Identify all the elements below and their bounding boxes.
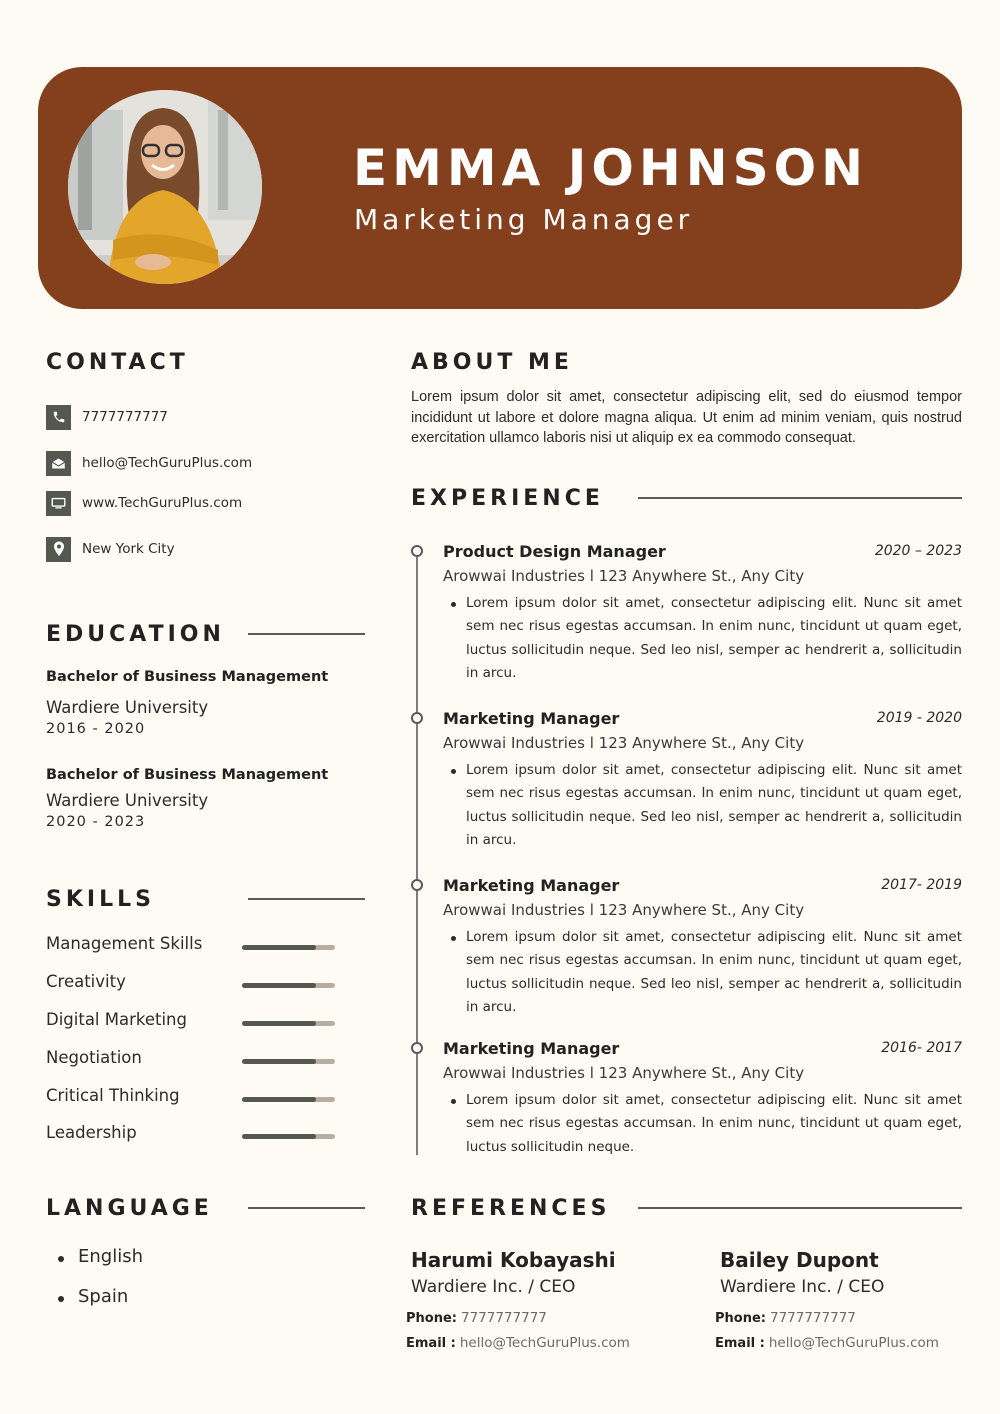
reference-card [406, 1248, 671, 1351]
experience-item [443, 1039, 962, 1159]
job-years: 2019 - 2020 [876, 710, 962, 726]
education-divider [248, 633, 365, 635]
skill-name: Leadership [46, 1123, 137, 1142]
skill-name: Digital Marketing [46, 1010, 187, 1029]
monitor-icon [46, 491, 71, 516]
email-value: hello@TechGuruPlus.com [768, 1335, 939, 1351]
skill-name: Critical Thinking [46, 1086, 180, 1105]
contact-location-text: New York City [82, 541, 175, 557]
job-description: Lorem ipsum dolor sit amet, consectetur adipiscing elit. Nunc sit amet sem nec risus egestas accumsan. In enim nunc, tincidunt ut quam eget, luctus sollicitudin neque. Sed leo nisl, semper ac hendrerit a, sollicitudin in arcu. [443, 926, 962, 1019]
language-list [58, 1246, 143, 1326]
about-text: Lorem ipsum dolor sit amet, consectetur adipiscing elit, sed do eiusmod tempor incididunt ut labore et dolore magna aliqua. Ut enim ad minim veniam, quis nostrud exercitation ullamco laboris nisi ut aliquip ex ea commodo consequat. [411, 389, 962, 446]
skill-level-bar [242, 1021, 335, 1026]
skill-item [46, 1048, 346, 1072]
reference-email[interactable] [406, 1334, 706, 1352]
education-degree: Bachelor of Business Management [46, 669, 329, 685]
phone-label: Phone: [406, 1311, 457, 1326]
contact-email[interactable] [46, 450, 252, 476]
education-years: 2016 - 2020 [46, 721, 146, 737]
skills-divider [248, 898, 365, 900]
job-title: Marketing Manager [443, 709, 620, 728]
job-years: 2016- 2017 [881, 1040, 962, 1056]
job-description: Lorem ipsum dolor sit amet, consectetur adipiscing elit. Nunc sit amet sem nec risus egestas accumsan. In enim nunc, tincidunt ut quam eget, luctus sollicitudin neque. Sed leo nisl, semper ac hendrerit a, sollicitudin in arcu. [443, 759, 962, 852]
contact-location [46, 536, 175, 562]
job-years: 2020 – 2023 [874, 543, 962, 559]
phone-label: Phone: [715, 1311, 766, 1326]
job-company: Arowwai Industries l 123 Anywhere St., Any City [443, 567, 805, 585]
contact-title: CONTACT [46, 350, 189, 375]
skill-item [46, 1086, 346, 1110]
job-company: Arowwai Industries l 123 Anywhere St., Any City [443, 1064, 805, 1082]
education-school: Wardiere University [46, 698, 209, 717]
skill-item [46, 1123, 346, 1147]
mail-icon [46, 451, 71, 476]
phone-value: 7777777777 [460, 1310, 547, 1326]
location-pin-icon [46, 537, 71, 562]
education-years: 2020 - 2023 [46, 814, 146, 830]
language-divider [248, 1207, 365, 1209]
timeline-line [416, 552, 418, 1155]
email-label: Email : [715, 1336, 765, 1351]
job-description: Lorem ipsum dolor sit amet, consectetur adipiscing elit. Nunc sit amet sem nec risus egestas accumsan. In enim nunc, tincidunt ut quam eget, luctus sollicitudin neque. Sed leo nisl, semper ac hendrerit a, sollicitudin in arcu. [443, 592, 962, 685]
experience-item [443, 542, 962, 685]
skill-item [46, 1010, 346, 1034]
contact-phone[interactable] [46, 404, 168, 430]
skill-name: Negotiation [46, 1048, 142, 1067]
job-title: Marketing Manager [443, 1039, 620, 1058]
education-school: Wardiere University [46, 791, 209, 810]
reference-org: Wardiere Inc. / CEO [411, 1277, 576, 1297]
skill-level-bar [242, 1134, 335, 1139]
about-title: ABOUT ME [411, 350, 573, 375]
header-banner [38, 67, 962, 309]
experience-item [443, 709, 962, 852]
timeline-dot [411, 879, 423, 891]
language-item: English [58, 1246, 143, 1286]
contact-website[interactable] [46, 490, 242, 516]
skill-name: Management Skills [46, 934, 203, 953]
reference-name: Bailey Dupont [720, 1248, 879, 1272]
reference-email[interactable] [715, 1334, 1000, 1352]
reference-org: Wardiere Inc. / CEO [720, 1277, 885, 1297]
skill-level-bar [242, 1097, 335, 1102]
skills-title: SKILLS [46, 887, 155, 912]
experience-item [443, 876, 962, 1019]
job-title: Product Design Manager [443, 542, 666, 561]
skill-level-bar [242, 1059, 335, 1064]
skill-item [46, 972, 346, 996]
email-value: hello@TechGuruPlus.com [459, 1335, 630, 1351]
education-degree: Bachelor of Business Management [46, 767, 329, 783]
timeline-dot [411, 712, 423, 724]
skill-level-bar [242, 945, 335, 950]
references-title: REFERENCES [411, 1196, 611, 1221]
contact-email-text: hello@TechGuruPlus.com [82, 455, 253, 471]
timeline-dot [411, 1042, 423, 1054]
language-title: LANGUAGE [46, 1196, 213, 1221]
experience-title: EXPERIENCE [411, 486, 604, 511]
timeline-dot [411, 545, 423, 557]
phone-icon [46, 405, 71, 430]
skill-item [46, 934, 346, 958]
job-company: Arowwai Industries l 123 Anywhere St., Any City [443, 734, 805, 752]
reference-name: Harumi Kobayashi [411, 1248, 616, 1272]
email-label: Email : [406, 1336, 456, 1351]
profile-photo [68, 90, 262, 284]
reference-phone[interactable] [406, 1309, 706, 1327]
contact-phone-text: 7777777777 [82, 409, 168, 425]
job-title: Marketing Manager [443, 876, 620, 895]
skill-name: Creativity [46, 972, 126, 991]
contact-website-text: www.TechGuruPlus.com [82, 495, 243, 511]
job-years: 2017- 2019 [881, 877, 962, 893]
job-role: Marketing Manager [354, 203, 694, 236]
references-divider [638, 1207, 962, 1209]
phone-value: 7777777777 [769, 1310, 856, 1326]
skill-level-bar [242, 983, 335, 988]
reference-card [715, 1248, 980, 1351]
job-company: Arowwai Industries l 123 Anywhere St., Any City [443, 901, 805, 919]
experience-divider [638, 497, 962, 499]
person-name: EMMA JOHNSON [353, 139, 868, 197]
job-description: Lorem ipsum dolor sit amet, consectetur adipiscing elit. Nunc sit amet sem nec risus egestas accumsan. In enim nunc, tincidunt ut quam eget, luctus sollicitudin neque. [443, 1089, 962, 1159]
education-title: EDUCATION [46, 622, 225, 647]
language-item: Spain [58, 1286, 143, 1326]
reference-phone[interactable] [715, 1309, 1000, 1327]
